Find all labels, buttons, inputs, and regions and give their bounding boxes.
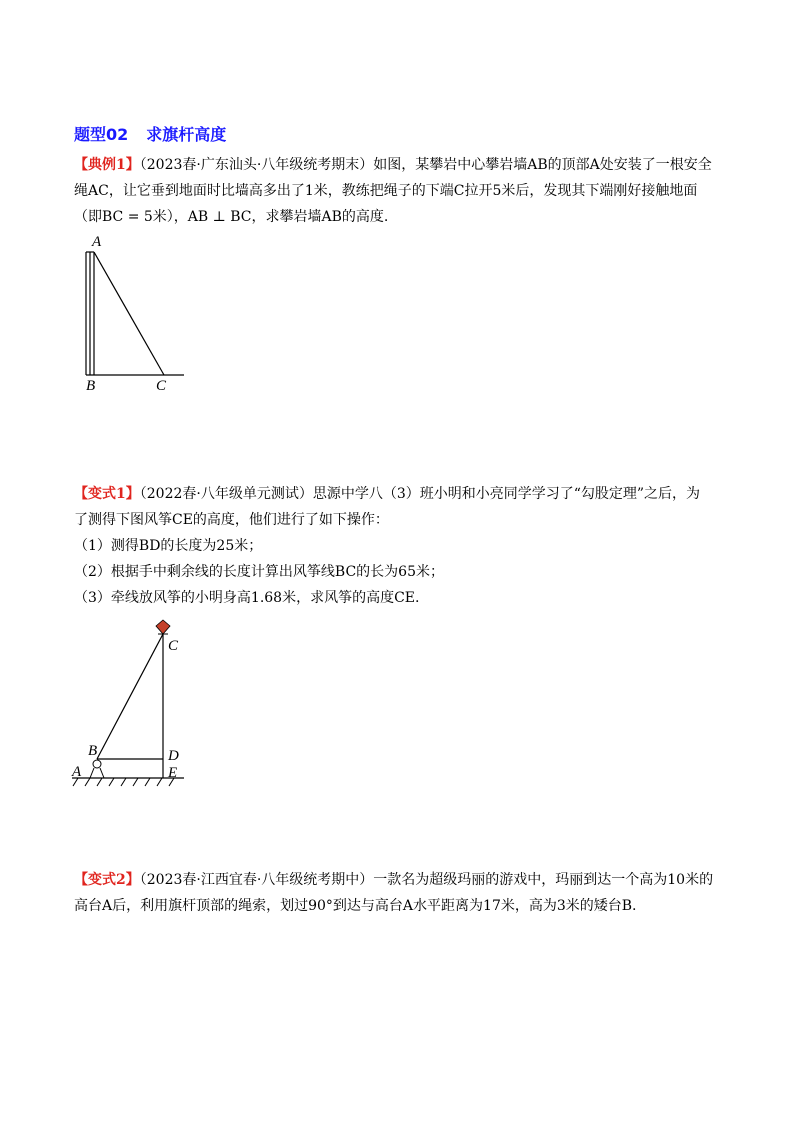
variant2-line-2: 高台A后，利用旗杆顶部的绳索，划过90°到达与高台A水平距离为17米，高为3米的矮台B. [74,898,637,914]
example1-line-2: 绳AC，让它垂到地面时比墙高多出了1米，教练把绳子的下端C拉开5米后，发现其下端刚好接触地面 [74,183,698,199]
kite-string-bc [97,634,163,759]
kite-figure [66,614,196,794]
variant1-text [74,481,734,611]
variant1-line-4: （2）根据手中剩余线的长度计算出风筝线BC的长为65米； [74,564,444,580]
label-e: E [168,765,178,781]
heading-number: 题型02 [74,125,129,144]
variant1-line-2: 了测得下图风筝CE的高度，他们进行了如下操作： [74,512,389,528]
label-c: C [156,378,167,394]
label-b: B [88,743,98,759]
label-a: A [92,234,102,250]
variant1-line-5: （3）牵线放风筝的小明身高1.68米，求风筝的高度CE. [74,590,420,606]
label-d: D [168,748,179,764]
variant1-line-3: （1）测得BD的长度为25米； [74,538,263,554]
example1-text [74,152,734,230]
variant2-text [74,867,734,919]
variant1-line-1: 【变式1】（2022春·八年级单元测试）思源中学八（3）班小明和小亮同学学习了“勾股定理”之后，为 [74,486,701,502]
example1-tag: 【典例1】 [74,157,140,173]
variant2-line-1: 【变式2】（2023春·江西宜春·八年级统考期中）一款名为超级玛丽的游戏中，玛丽到达一个高为10米的 [74,872,714,888]
ground-hatching [73,778,174,786]
label-b: B [86,378,96,394]
rope-ac [94,252,164,375]
variant1-tag: 【变式1】 [74,486,140,502]
heading-title: 求旗杆高度 [146,125,227,144]
label-a: A [72,764,82,780]
label-c: C [168,638,179,654]
kite-icon [156,620,170,634]
person-icon [90,760,104,778]
variant2-tag: 【变式2】 [74,872,140,888]
climbing-wall-figure [70,228,200,398]
example1-line-3: （即BC = 5米），AB ⊥ BC，求攀岩墙AB的高度. [74,209,389,225]
section-heading [74,122,226,145]
example1-line-1: 【典例1】（2023春·广东汕头·八年级统考期末）如图，某攀岩中心攀岩墙AB的顶部A处安装了一根安全 [74,157,712,173]
